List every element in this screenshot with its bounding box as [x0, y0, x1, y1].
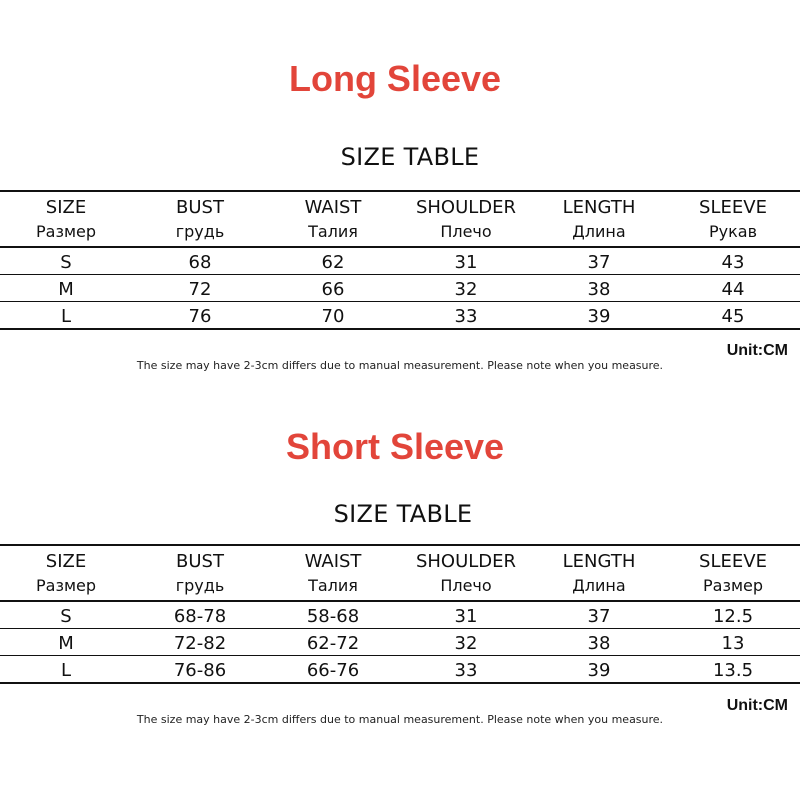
header-waist: WAIST [304, 197, 362, 218]
cell-bust: 72 [188, 279, 212, 300]
short-sleeve-size-table [0, 544, 800, 689]
cell-shoulder: 32 [454, 279, 478, 300]
header-shoulder: SHOULDER [415, 551, 517, 572]
cell-bust: 72-82 [173, 633, 227, 654]
cell-length: 38 [587, 279, 611, 300]
header-bust: BUST [176, 551, 224, 572]
cell-bust: 76-86 [173, 660, 227, 681]
cell-bust: 68-78 [173, 606, 227, 627]
header-bottom-rule [0, 600, 800, 602]
table-top-rule [0, 190, 800, 192]
header-sleeve-ru: Рукав [708, 222, 758, 241]
table-bottom-rule [0, 682, 800, 684]
cell-length: 37 [587, 252, 611, 273]
cell-length: 37 [587, 606, 611, 627]
cell-shoulder: 31 [454, 252, 478, 273]
header-length: LENGTH [562, 551, 636, 572]
cell-size: L [60, 306, 72, 327]
header-sleeve: SLEEVE [699, 551, 767, 572]
row-divider [0, 655, 800, 656]
header-sleeve: SLEEVE [699, 197, 767, 218]
table-bottom-rule [0, 328, 800, 330]
header-length: LENGTH [562, 197, 636, 218]
header-bust-ru: грудь [175, 222, 225, 241]
cell-sleeve: 13.5 [712, 660, 754, 681]
row-divider [0, 628, 800, 629]
header-size-ru: Размер [35, 222, 97, 241]
cell-waist: 66-76 [306, 660, 360, 681]
long-sleeve-table-title: SIZE TABLE [340, 143, 480, 171]
header-bust: BUST [176, 197, 224, 218]
cell-size: M [58, 279, 74, 300]
table-top-rule [0, 544, 800, 546]
short-sleeve-unit-label: Unit:CM [726, 697, 788, 714]
cell-shoulder: 33 [454, 660, 478, 681]
header-sleeve-ru: Размер [702, 576, 764, 595]
header-bust-ru: грудь [175, 576, 225, 595]
cell-waist: 58-68 [306, 606, 360, 627]
header-shoulder-ru: Плечо [440, 222, 492, 241]
cell-size: M [58, 633, 74, 654]
cell-shoulder: 33 [454, 306, 478, 327]
long-sleeve-unit-label: Unit:CM [726, 342, 788, 359]
cell-sleeve: 44 [721, 279, 745, 300]
cell-waist: 66 [321, 279, 345, 300]
cell-bust: 76 [188, 306, 212, 327]
cell-sleeve: 13 [721, 633, 745, 654]
cell-sleeve: 12.5 [712, 606, 754, 627]
cell-length: 39 [587, 660, 611, 681]
header-shoulder-ru: Плечо [440, 576, 492, 595]
header-size: SIZE [45, 551, 87, 572]
long-sleeve-title: Long Sleeve [288, 58, 502, 99]
short-sleeve-title: Short Sleeve [285, 426, 505, 467]
header-waist-ru: Талия [308, 576, 358, 595]
cell-waist: 62-72 [306, 633, 360, 654]
short-sleeve-table-title: SIZE TABLE [333, 500, 473, 528]
header-size-ru: Размер [35, 576, 97, 595]
long-sleeve-measurement-note: The size may have 2-3cm differs due to manual measurement. Please note when you measure. [136, 359, 664, 372]
cell-shoulder: 32 [454, 633, 478, 654]
cell-sleeve: 45 [721, 306, 745, 327]
short-sleeve-measurement-note: The size may have 2-3cm differs due to manual measurement. Please note when you measure. [136, 713, 664, 726]
header-shoulder: SHOULDER [415, 197, 517, 218]
cell-size: S [60, 252, 72, 273]
long-sleeve-size-table [0, 190, 800, 335]
cell-length: 39 [587, 306, 611, 327]
row-divider [0, 301, 800, 302]
cell-shoulder: 31 [454, 606, 478, 627]
cell-sleeve: 43 [721, 252, 745, 273]
header-size: SIZE [45, 197, 87, 218]
cell-length: 38 [587, 633, 611, 654]
cell-waist: 70 [321, 306, 345, 327]
header-bottom-rule [0, 246, 800, 248]
cell-bust: 68 [188, 252, 212, 273]
cell-waist: 62 [321, 252, 345, 273]
header-waist-ru: Талия [308, 222, 358, 241]
row-divider [0, 274, 800, 275]
header-waist: WAIST [304, 551, 362, 572]
cell-size: S [60, 606, 72, 627]
cell-size: L [60, 660, 72, 681]
header-length-ru: Длина [572, 576, 626, 595]
header-length-ru: Длина [572, 222, 626, 241]
